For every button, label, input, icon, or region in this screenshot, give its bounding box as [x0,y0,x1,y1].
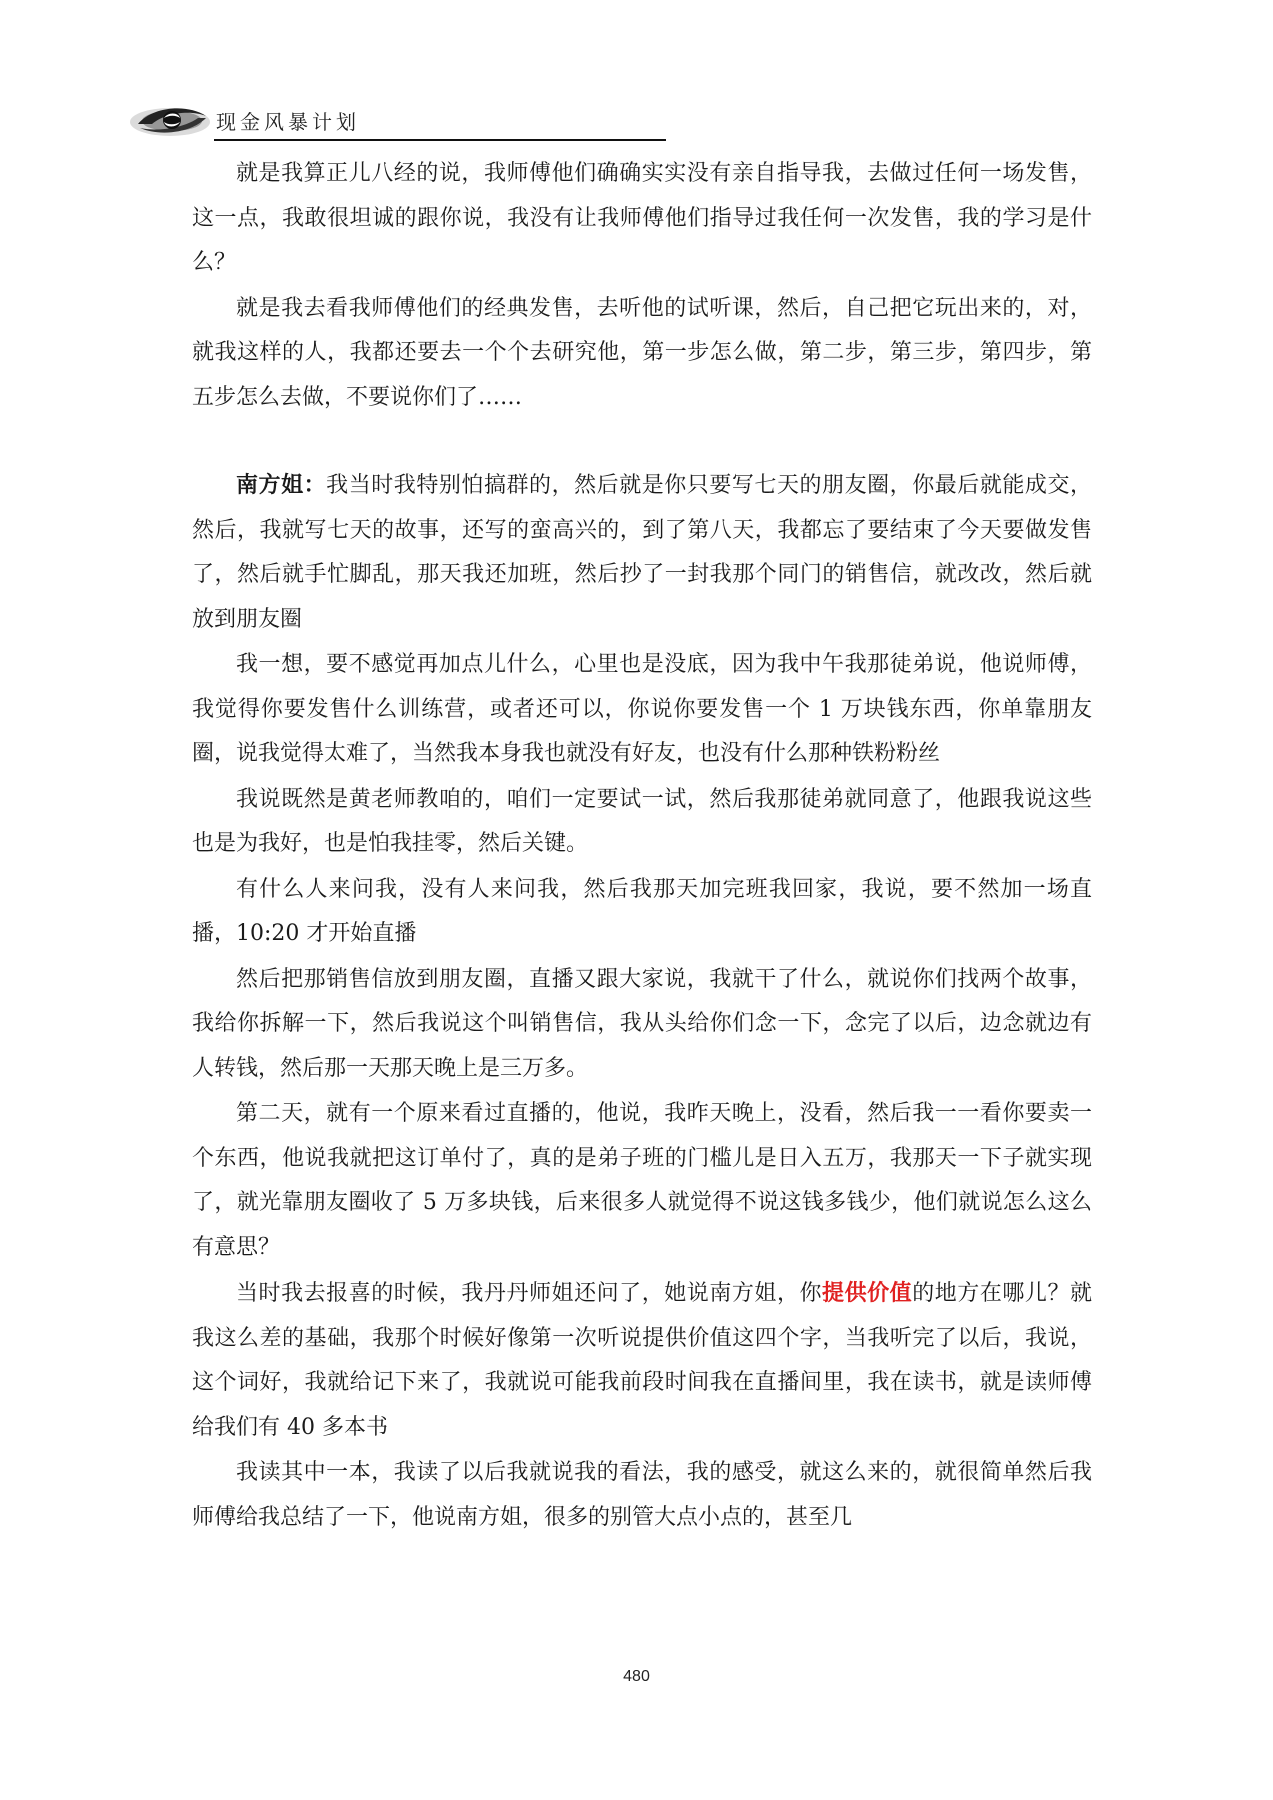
paragraph: 我读其中一本，我读了以后我就说我的看法，我的感受，就这么来的，就很简单然后我师傅给我总结了一下，他说南方姐，很多的别管大点小点的，甚至几 [192,1460,1092,1530]
paragraph: 有什么人来问我，没有人来问我，然后我那天加完班我回家，我说，要不然加一场直播，10:20 才开始直播 [192,876,1092,946]
paragraph [192,463,1092,642]
header-title: 现金风暴计划 [216,110,360,134]
speaker-label: 南方姐： [236,472,327,498]
paragraph: 第二天，就有一个原来看过直播的，他说，我昨天晚上，没看，然后我一一看你要卖一个东西，他说我就把这订单付了，真的是弟子班的门槛儿是日入五万，我那天一下子就实现了，就光靠朋友圈收了 5 万多块钱，后来很多人就觉得不说这钱多钱少，他们就说怎么这么有意思？ [192,1101,1092,1260]
paragraph: 我说既然是黄老师教咱的，咱们一定要试一试，然后我那徒弟就同意了，他跟我说这些也是为我好，也是怕我挂零，然后关键。 [192,786,1092,856]
paragraph: 然后把那销售信放到朋友圈，直播又跟大家说，我就干了什么，就说你们找两个故事，我给你拆解一下，然后我说这个叫销售信，我从头给你们念一下，念完了以后，边念就边有人转钱，然后那一天那天晚上是三万多。 [192,966,1092,1081]
highlighted-term: 提供价值 [822,1280,913,1306]
paragraph-text: 我当时我特别怕搞群的，然后就是你只要写七天的朋友圈，你最后就能成交，然后，我就写七天的故事，还写的蛮高兴的，到了第八天，我都忘了要结束了今天要做发售了，然后就手忙脚乱，那天我还加班，然后抄了一封我那个同门的销售信，就改改，然后就放到朋友圈 [192,473,1092,632]
page-header [128,88,668,148]
paragraph: 就是我算正儿八经的说，我师傅他们确确实实没有亲自指导我，去做过任何一场发售，这一点，我敢很坦诚的跟你说，我没有让我师傅他们指导过我任何一次发售，我的学习是什么？ [192,161,1092,275]
paragraph: 就是我去看我师傅他们的经典发售，去听他的试听课，然后，自己把它玩出来的，对，就我这样的人，我都还要去一个个去研究他，第一步怎么做，第二步，第三步，第四步，第五步怎么去做，不要说你们了…… [192,295,1092,410]
page-number: 480 [623,1668,650,1685]
paragraph-text: 当时我去报喜的时候，我丹丹师姐还问了，她说南方姐，你 [236,1281,823,1306]
paragraph-text: 的地方在哪儿？就我这么差的基础，我那个时候好像第一次听说提供价值这四个字，当我听完了以后，我说，这个词好，我就给记下来了，我就说可能我前段时间我在直播间里，我在读书，就是读师傅给我们有 40 多本书 [192,1281,1092,1440]
document-body [192,152,1092,1541]
paragraph [192,1271,1092,1450]
header-divider [214,139,666,141]
paragraph: 我一想，要不感觉再加点儿什么，心里也是没底，因为我中午我那徒弟说，他说师傅，我觉得你要发售什么训练营，或者还可以，你说你要发售一个 1 万块钱东西，你单靠朋友圈，说我觉得太难了，当然我本身我也就没有好友，也没有什么那种铁粉粉丝 [192,652,1092,766]
